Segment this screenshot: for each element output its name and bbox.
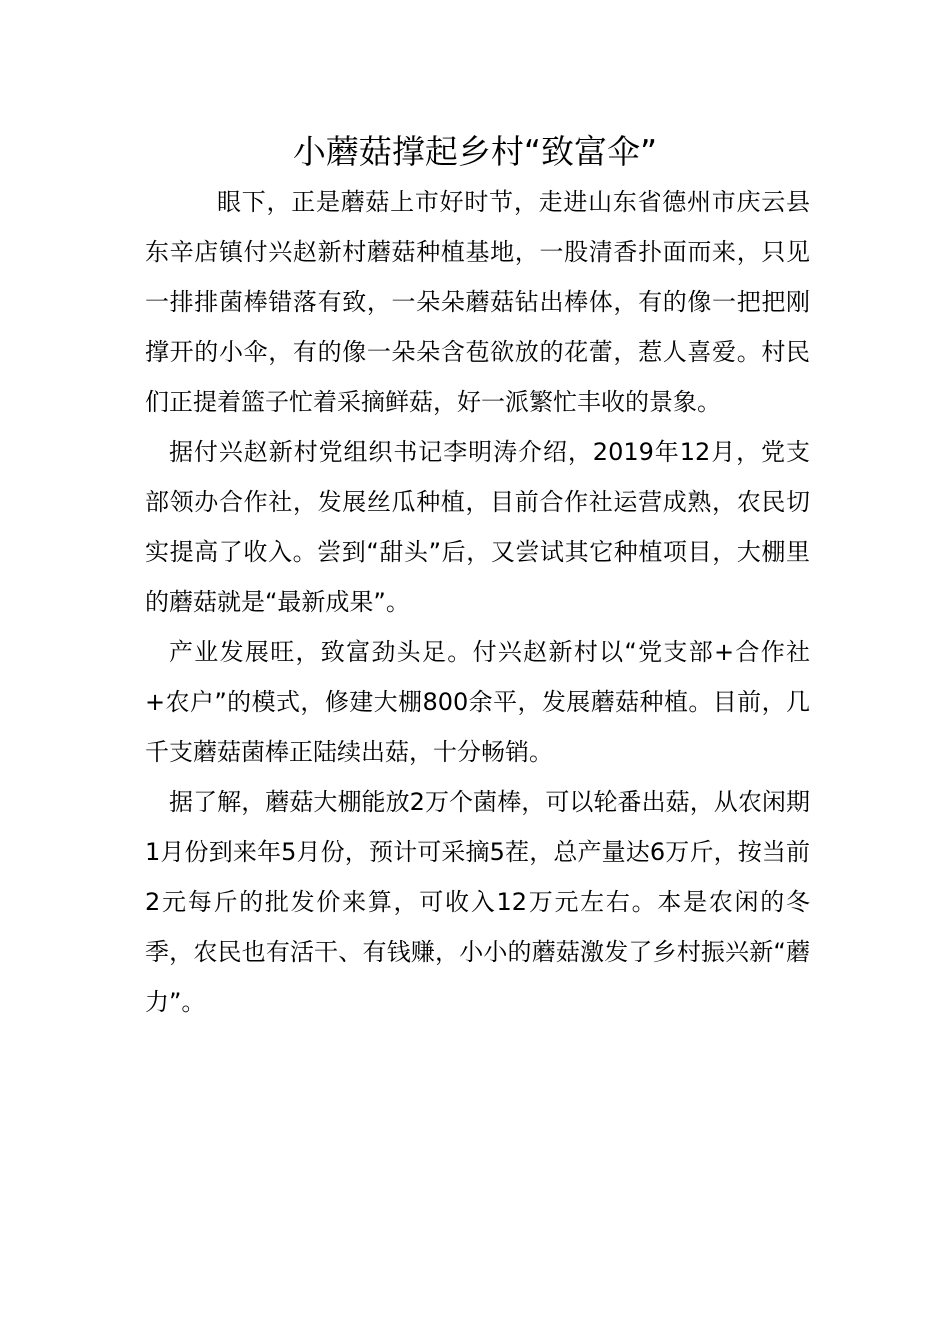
document-body	[145, 177, 810, 1027]
document-title: 小蘑菇撑起乡村“致富伞”	[292, 132, 658, 171]
paragraph-1: 眼下，正是蘑菇上市好时节，走进山东省德州市庆云县东辛店镇付兴赵新村蘑菇种植基地，一股清香扑面而来，只见一排排菌棒错落有致，一朵朵蘑菇钻出棒体，有的像一把把刚撑开的小伞，有的像一朵朵含苞欲放的花蕾，惹人喜爱。村民们正提着篮子忙着采摘鲜菇，好一派繁忙丰收的景象。	[145, 188, 810, 416]
paragraph-4: 据了解，蘑菇大棚能放2万个菌棒，可以轮番出菇，从农闲期1月份到来年5月份，预计可采摘5茬，总产量达6万斤，按当前2元每斤的批发价来算，可收入12万元左右。本是农闲的冬季，农民也有活干、有钱赚，小小的蘑菇激发了乡村振兴新“蘑力”。	[145, 788, 810, 1016]
paragraph-3: 产业发展旺，致富劲头足。付兴赵新村以“党支部+合作社+农户”的模式，修建大棚800余平，发展蘑菇种植。目前，几千支蘑菇菌棒正陆续出菇，十分畅销。	[145, 638, 810, 766]
paragraph-2: 据付兴赵新村党组织书记李明涛介绍，2019年12月，党支部领办合作社，发展丝瓜种植，目前合作社运营成熟，农民切实提高了收入。尝到“甜头”后，又尝试其它种植项目，大棚里的蘑菇就是“最新成果”。	[145, 438, 810, 616]
